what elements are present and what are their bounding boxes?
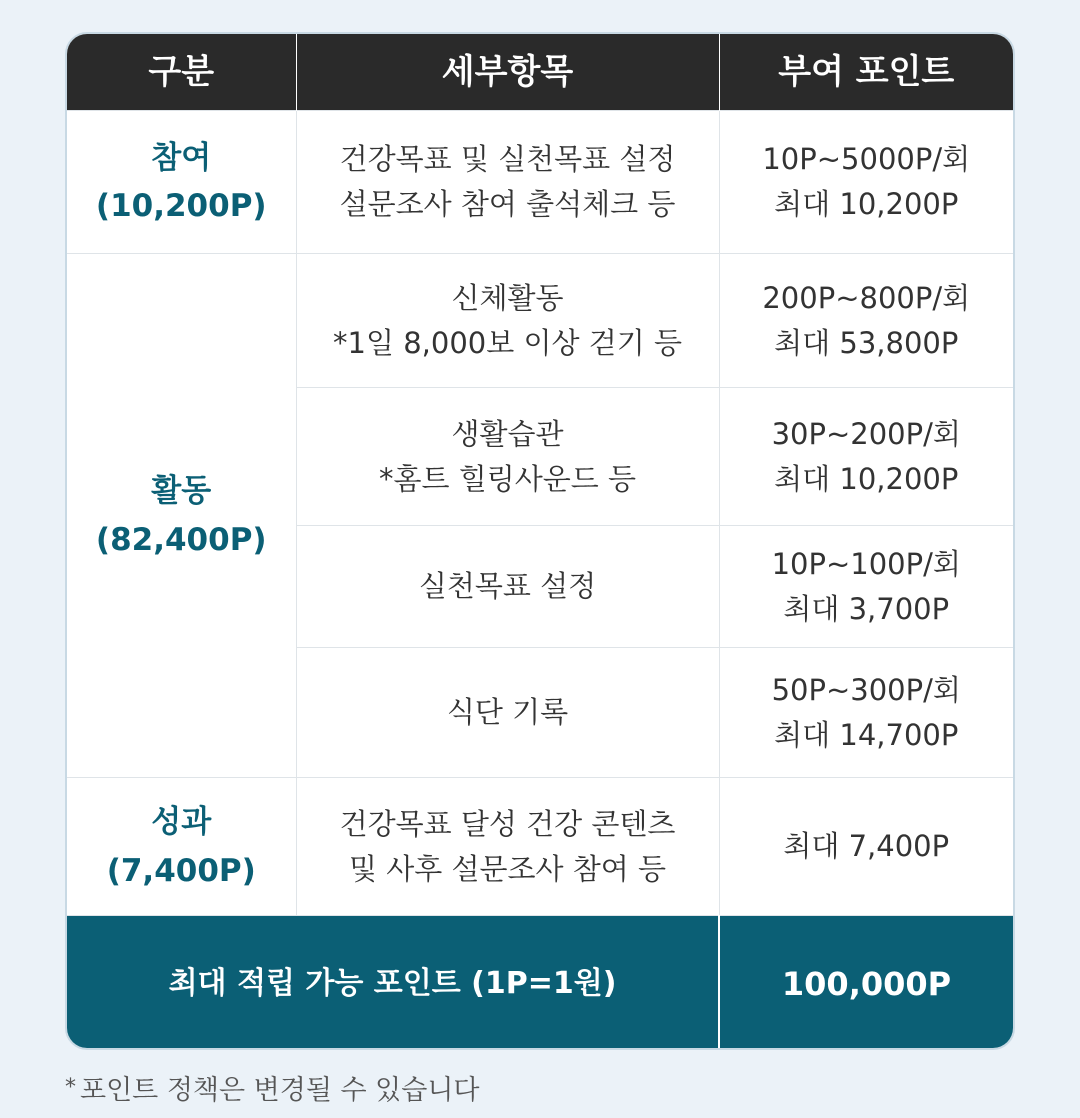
table-header xyxy=(67,34,1013,111)
points-rate: 10P~5000P/회 xyxy=(762,142,971,177)
detail-line: *홈트 힐링사운드 등 xyxy=(378,461,637,496)
points-table-container xyxy=(65,32,1015,1050)
header-points: 부여 포인트 xyxy=(719,34,1013,111)
category-label: 성과 xyxy=(151,804,212,841)
points-max: 최대 14,700P xyxy=(774,717,959,752)
detail-cell xyxy=(296,778,719,916)
detail-line: 건강목표 달성 건강 콘텐츠 xyxy=(339,806,676,841)
points-cell xyxy=(719,648,1013,778)
detail-line: 실천목표 설정 xyxy=(418,569,597,604)
category-total: (10,200P) xyxy=(95,188,267,224)
policy-note-text: 포인트 정책은 변경될 수 있습니다 xyxy=(80,1075,480,1106)
detail-cell xyxy=(296,648,719,778)
detail-cell xyxy=(296,526,719,648)
header-category: 구분 xyxy=(67,34,296,111)
detail-line: 설문조사 참여 출석체크 등 xyxy=(339,187,676,221)
policy-note xyxy=(65,1068,479,1107)
header-detail: 세부항목 xyxy=(296,34,719,111)
total-value: 100,000P xyxy=(719,916,1013,1051)
table-body xyxy=(67,111,1013,916)
table-footer xyxy=(67,916,1013,1051)
header-row xyxy=(67,34,1013,111)
category-activity xyxy=(67,254,296,778)
category-total: (7,400P) xyxy=(106,852,256,889)
points-table xyxy=(67,34,1013,1050)
points-rate: 10P~100P/회 xyxy=(771,546,961,581)
detail-line: *1일 8,000보 이상 걷기 등 xyxy=(333,325,682,360)
points-rate: 50P~300P/회 xyxy=(771,672,961,707)
points-max: 최대 7,400P xyxy=(783,829,950,864)
detail-line: 신체활동 xyxy=(451,280,564,315)
points-cell xyxy=(719,778,1013,916)
total-row xyxy=(67,916,1013,1051)
category-total: (82,400P) xyxy=(95,521,267,558)
detail-cell xyxy=(296,388,719,526)
category-participation xyxy=(67,111,296,254)
category-label: 참여 xyxy=(151,139,212,176)
category-label: 활동 xyxy=(151,473,212,510)
points-max: 최대 10,200P xyxy=(774,187,959,221)
points-cell xyxy=(719,526,1013,648)
detail-line: 식단 기록 xyxy=(446,695,569,730)
table-row xyxy=(67,254,1013,388)
points-max: 최대 10,200P xyxy=(774,461,959,496)
table-row xyxy=(67,111,1013,254)
detail-line: 건강목표 및 실천목표 설정 xyxy=(339,142,676,177)
points-max: 최대 53,800P xyxy=(774,325,959,360)
points-cell xyxy=(719,111,1013,254)
category-achievement xyxy=(67,778,296,916)
detail-line: 생활습관 xyxy=(451,416,564,451)
asterisk-icon: * xyxy=(65,1075,76,1100)
table-row xyxy=(67,778,1013,916)
points-cell xyxy=(719,388,1013,526)
total-label: 최대 적립 가능 포인트 (1P=1원) xyxy=(67,916,719,1051)
points-rate: 200P~800P/회 xyxy=(762,280,971,315)
detail-cell xyxy=(296,111,719,254)
points-max: 최대 3,700P xyxy=(783,591,950,626)
detail-cell xyxy=(296,254,719,388)
detail-line: 및 사후 설문조사 참여 등 xyxy=(348,851,666,886)
points-cell xyxy=(719,254,1013,388)
points-rate: 30P~200P/회 xyxy=(771,416,961,451)
